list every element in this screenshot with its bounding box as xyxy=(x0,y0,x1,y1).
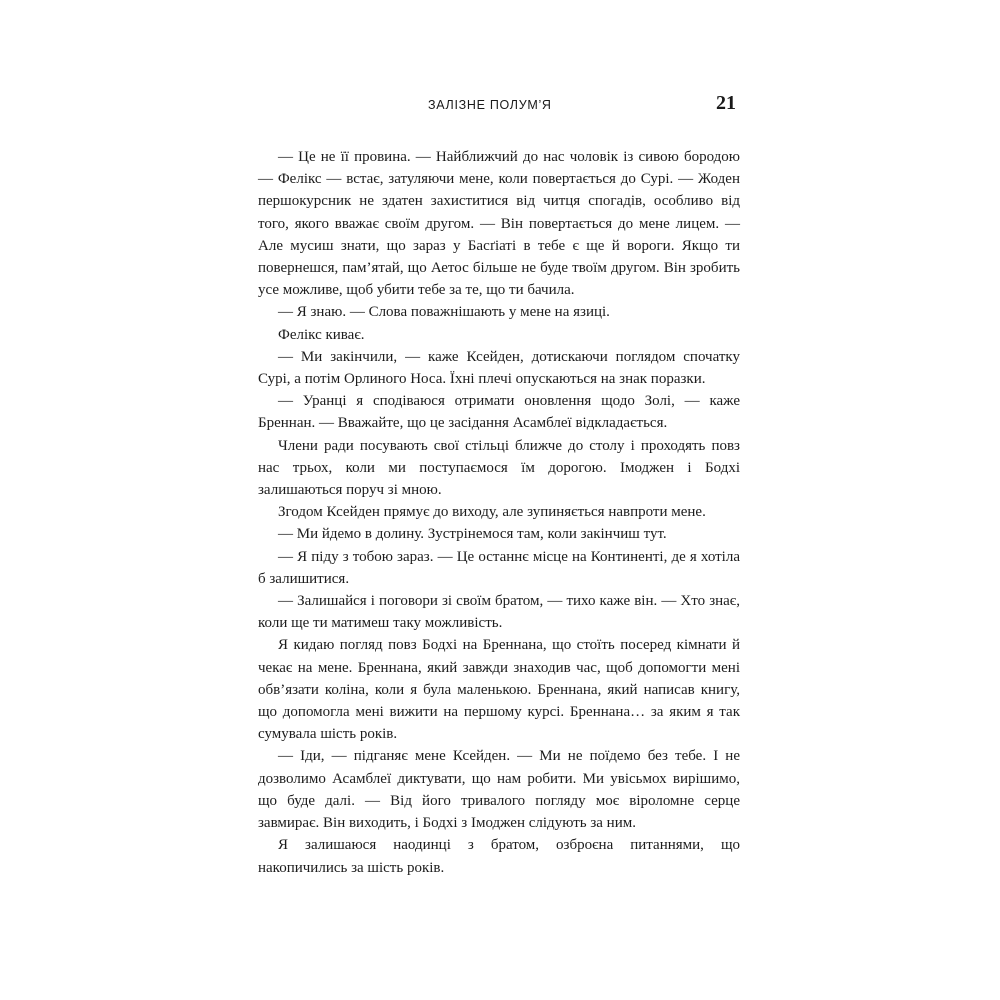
paragraph: — Іди, — підганяє мене Ксейден. — Ми не поїдемо без тебе. І не дозволимо Асамблеї диктувати, що нам робити. Ми увісьмох вирішимо, що буде далі. — Від його тривалого погляду моє віроломне серце завмирає. Він виходить, і Бодхі з Імоджен слідують за ним. xyxy=(258,748,740,832)
book-title: ЗАЛІЗНЕ ПОЛУМ’Я xyxy=(428,98,552,112)
paragraph: — Уранці я сподіваюся отримати оновлення щодо Золі, — каже Бреннан. — Вважайте, що це засідання Асамблеї відкладається. xyxy=(258,393,740,432)
paragraph: — Це не її провина. — Найближчий до нас чоловік із сивою бородою — Фелікс — встає, затуляючи мене, коли повертається до Сурі. — Жоден першокурсник не здатен захиститися від читця спогадів, особливо від того, якого вважає своїм другом. — Він повертається до мене лицем. — Але мусиш знати, що зараз у Басґіаті в тебе є ще й вороги. Якщо ти повернешся, пам’ятай, що Аетос більше не буде твоїм другом. Він зробить усе можливе, щоб убити тебе за те, що ти бачила. xyxy=(258,149,740,299)
paragraph: — Ми закінчили, — каже Ксейден, дотискаючи поглядом спочатку Сурі, а потім Орлиного Носа. Їхні плечі опускаються на знак поразки. xyxy=(258,348,740,388)
paragraph: Члени ради посувають свої стільці ближче до столу і проходять повз нас трьох, коли ми поступаємося їм дорогою. Імоджен і Бодхі залишаються поруч зі мною. xyxy=(258,437,740,499)
page-number: 21 xyxy=(716,92,736,114)
paragraph: Я залишаюся наодинці з братом, озброєна питаннями, що накопичились за шість років. xyxy=(258,837,740,876)
running-header xyxy=(258,94,738,118)
body-text xyxy=(258,146,740,879)
paragraph: — Я піду з тобою зараз. — Це останнє місце на Континенті, де я хотіла б залишитися. xyxy=(258,548,740,587)
paragraph: Я кидаю погляд повз Бодхі на Бреннана, що стоїть посеред кімнати й чекає на мене. Бреннана, який завжди знаходив час, щоб допомогти мені обв’язати коліна, коли я була маленькою. Бреннана, який написав книгу, що допомогла мені вижити на першому курсі. Бреннана… за яким я так сумувала шість років. xyxy=(258,637,740,743)
paragraph: — Я знаю. — Слова поважнішають у мене на язиці. xyxy=(278,304,610,321)
paragraph: Згодом Ксейден прямує до виходу, але зупиняється навпроти мене. xyxy=(278,504,706,521)
paragraph: — Ми йдемо в долину. Зустрінемося там, коли закінчиш тут. xyxy=(278,526,667,543)
paragraph: — Залишайся і поговори зі своїм братом, — тихо каже він. — Хто знає, коли ще ти матимеш таку можливість. xyxy=(258,593,740,632)
paragraph: Фелікс киває. xyxy=(278,326,365,343)
